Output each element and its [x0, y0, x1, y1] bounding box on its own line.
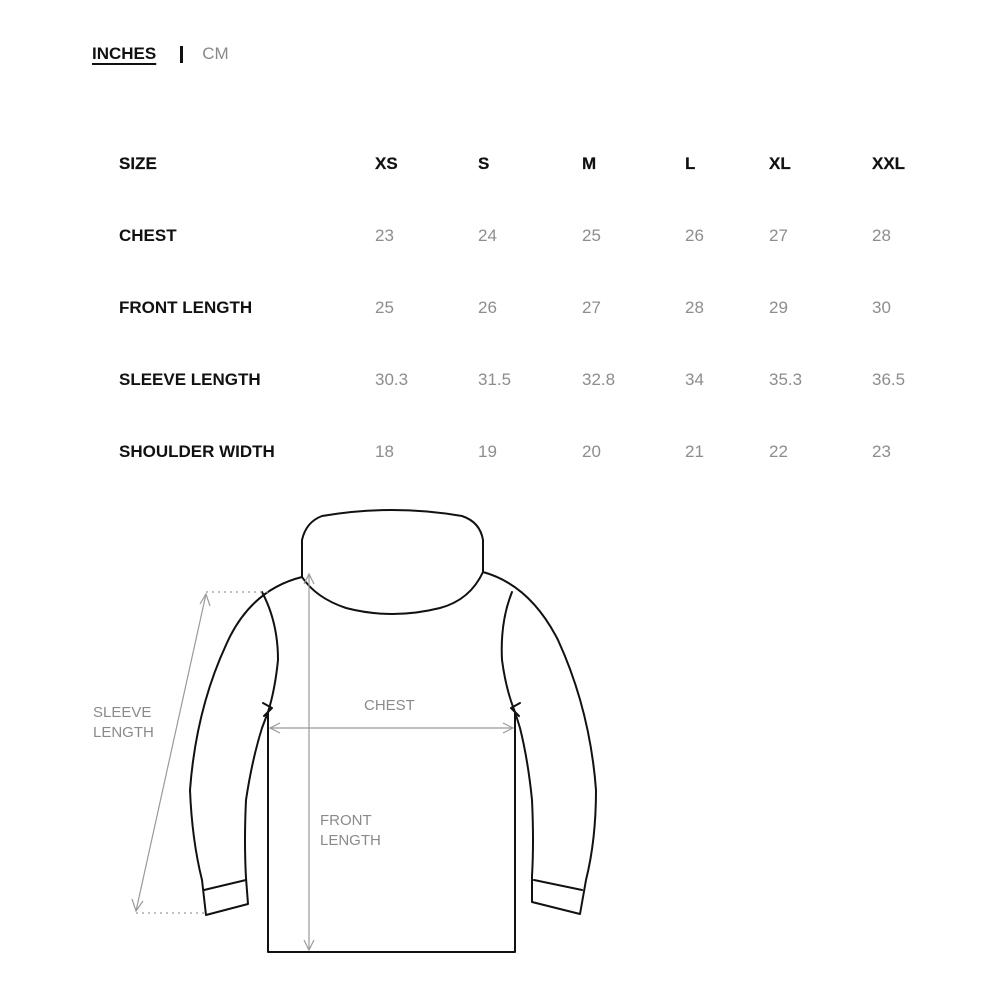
left-sleeve-inner: [262, 592, 278, 712]
table-cell: 28: [685, 298, 704, 317]
hood-outline: [302, 510, 483, 614]
table-cell: 26: [685, 226, 704, 245]
body-outline: [268, 712, 515, 952]
table-cell: 18: [375, 442, 394, 461]
table-cell: 19: [478, 442, 497, 461]
row-label-front-length: FRONT LENGTH: [119, 298, 253, 317]
table-cell: 24: [478, 226, 497, 245]
row-label-shoulder-width: SHOULDER WIDTH: [119, 442, 275, 461]
size-xl-header: XL: [769, 154, 791, 173]
table-cell: 20: [582, 442, 601, 461]
row-label-chest: CHEST: [119, 226, 177, 245]
front-arrow-top: [304, 574, 314, 584]
front-label-line2: LENGTH: [320, 832, 381, 849]
chest-arrow-left: [270, 723, 280, 733]
table-row-sleeve-length: [119, 344, 932, 416]
sleeve-label-line1: SLEEVE: [93, 704, 152, 721]
table-row-shoulder-width: [119, 416, 932, 488]
size-header: SIZE: [119, 154, 157, 173]
table-cell: 27: [769, 226, 788, 245]
table-cell: 36.5: [872, 370, 906, 389]
table-row-chest: [119, 200, 932, 272]
size-chart-table: [119, 128, 932, 488]
sleeve-arrow-top: [200, 594, 210, 606]
right-armpit-mark: [511, 703, 520, 716]
table-cell: 25: [582, 226, 601, 245]
chest-arrow-right: [503, 723, 513, 733]
unit-inches-tab[interactable]: INCHES: [92, 44, 157, 63]
size-xs-header: XS: [375, 154, 398, 173]
diagram-labels: [93, 697, 415, 849]
unit-cm-tab[interactable]: CM: [202, 44, 229, 63]
table-cell: 30: [872, 298, 891, 317]
measurement-guides: [132, 574, 513, 950]
right-sleeve-inner: [502, 592, 515, 712]
unit-toggle: [92, 44, 229, 64]
size-xxl-header: XXL: [872, 154, 906, 173]
sleeve-arrow-bottom: [132, 899, 143, 911]
table-cell: 31.5: [478, 370, 512, 389]
table-cell: 27: [582, 298, 601, 317]
table-cell: 21: [685, 442, 704, 461]
sleeve-length-line: [136, 594, 206, 911]
front-label-line1: FRONT: [320, 812, 372, 829]
sleeve-label-line2: LENGTH: [93, 724, 154, 741]
table-cell: 22: [769, 442, 788, 461]
front-arrow-bottom: [304, 940, 314, 950]
left-armpit-mark: [263, 703, 272, 716]
left-cuff-line: [204, 880, 246, 890]
table-cell: 25: [375, 298, 394, 317]
size-s-header: S: [478, 154, 490, 173]
table-cell: 23: [872, 442, 891, 461]
table-header-row: [119, 128, 932, 200]
unit-divider: [180, 46, 183, 63]
table-cell: 29: [769, 298, 788, 317]
size-l-header: L: [685, 154, 696, 173]
table-row-front-length: [119, 272, 932, 344]
size-m-header: M: [582, 154, 597, 173]
table-cell: 32.8: [582, 370, 616, 389]
right-cuff-line: [534, 880, 582, 890]
row-label-sleeve-length: SLEEVE LENGTH: [119, 370, 261, 389]
hoodie-outline: [190, 510, 596, 952]
table-cell: 35.3: [769, 370, 803, 389]
table-cell: 30.3: [375, 370, 409, 389]
right-sleeve-outline: [483, 572, 596, 914]
table-cell: 28: [872, 226, 891, 245]
table-cell: 23: [375, 226, 394, 245]
chest-label: CHEST: [364, 697, 415, 714]
left-sleeve-outline: [190, 577, 302, 915]
table-cell: 26: [478, 298, 497, 317]
table-cell: 34: [685, 370, 704, 389]
